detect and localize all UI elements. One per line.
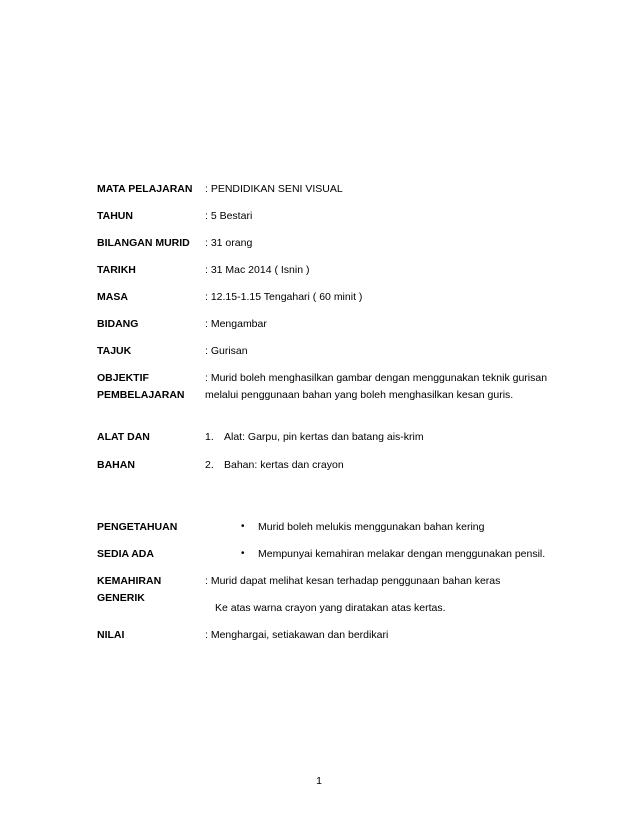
label-tahun: TAHUN — [97, 210, 133, 222]
value-bilangan-murid: : 31 orang — [205, 237, 253, 249]
label-bahan: BAHAN — [97, 459, 135, 471]
label-tajuk: TAJUK — [97, 345, 132, 357]
pengetahuan-item-2: Mempunyai kemahiran melakar dengan menggunakan pensil. — [258, 548, 546, 560]
value-masa: : 12.15-1.15 Tengahari ( 60 minit ) — [205, 291, 363, 303]
bahan-item-number: 2. — [205, 459, 214, 471]
value-tajuk: : Gurisan — [205, 345, 248, 357]
value-tahun: : 5 Bestari — [205, 210, 253, 222]
label-pengetahuan: PENGETAHUAN — [97, 521, 178, 533]
alat-item-text: Alat: Garpu, pin kertas dan batang ais-krim — [224, 431, 424, 443]
label-masa: MASA — [97, 291, 128, 303]
bullet-icon: • — [241, 548, 245, 559]
label-sedia-ada: SEDIA ADA — [97, 548, 154, 560]
label-alat-dan: ALAT DAN — [97, 431, 150, 443]
label-bilangan-murid: BILANGAN MURID — [97, 237, 190, 249]
value-bidang: : Mengambar — [205, 318, 267, 330]
label-pembelajaran: PEMBELAJARAN — [97, 389, 185, 401]
label-generik: GENERIK — [97, 592, 145, 604]
kemahiran-line-1: : Murid dapat melihat kesan terhadap penggunaan bahan keras — [205, 575, 501, 587]
value-tarikh: : 31 Mac 2014 ( Isnin ) — [205, 264, 310, 276]
alat-item-number: 1. — [205, 431, 214, 443]
label-objektif: OBJEKTIF — [97, 372, 149, 384]
label-bidang: BIDANG — [97, 318, 139, 330]
bullet-icon: • — [241, 521, 245, 532]
value-mata-pelajaran: : PENDIDIKAN SENI VISUAL — [205, 183, 343, 195]
label-nilai: NILAI — [97, 629, 125, 641]
pengetahuan-item-1: Murid boleh melukis menggunakan bahan kering — [258, 521, 485, 533]
page-number: 1 — [316, 775, 322, 787]
objektif-line-2: melalui penggunaan bahan yang boleh menghasilkan kesan guris. — [205, 389, 514, 401]
kemahiran-line-2: Ke atas warna crayon yang diratakan atas kertas. — [215, 602, 446, 614]
label-kemahiran: KEMAHIRAN — [97, 575, 162, 587]
bahan-item-text: Bahan: kertas dan crayon — [224, 459, 344, 471]
value-nilai: : Menghargai, setiakawan dan berdikari — [205, 629, 389, 641]
objektif-line-1: : Murid boleh menghasilkan gambar dengan menggunakan teknik gurisan — [205, 372, 548, 384]
label-tarikh: TARIKH — [97, 264, 136, 276]
label-mata-pelajaran: MATA PELAJARAN — [97, 183, 193, 195]
